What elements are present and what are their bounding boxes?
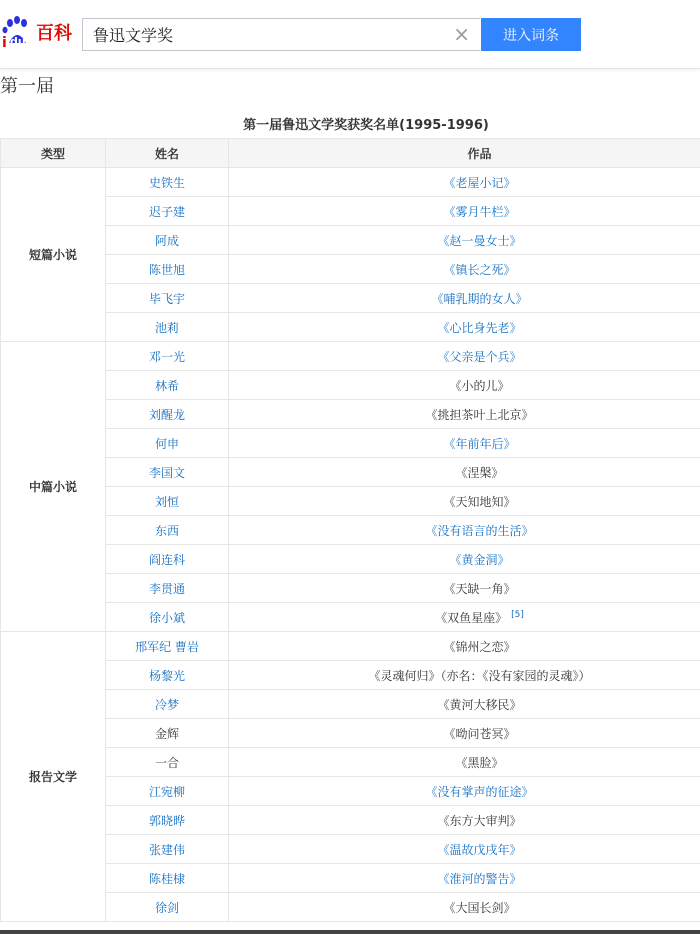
reference-mark[interactable]: [5] bbox=[511, 609, 524, 620]
author-cell bbox=[106, 545, 229, 574]
table-row bbox=[1, 429, 700, 458]
category-cell: 报告文学 bbox=[1, 632, 106, 922]
svg-text:i: i bbox=[2, 35, 7, 49]
search-input[interactable] bbox=[83, 19, 433, 50]
work-title[interactable]: 《淮河的警告》 bbox=[437, 871, 522, 886]
table-row bbox=[1, 835, 700, 864]
author-cell bbox=[106, 690, 229, 719]
work-title: 《灵魂何归》（亦名：《没有家园的灵魂》） bbox=[368, 668, 591, 683]
work-title[interactable]: 《没有掌声的征途》 bbox=[425, 784, 534, 799]
author-link[interactable]: 陈世旭 bbox=[148, 262, 185, 277]
bottom-edge bbox=[0, 930, 700, 934]
logo-text: 百科 bbox=[36, 23, 72, 44]
author-link[interactable]: 东西 bbox=[154, 523, 179, 538]
work-title: 《呦问苍冥》 bbox=[443, 726, 516, 741]
table-row bbox=[1, 864, 700, 893]
work-cell bbox=[229, 226, 700, 255]
work-cell bbox=[229, 719, 700, 748]
author-link[interactable]: 池莉 bbox=[154, 320, 179, 335]
work-title: 《挑担茶叶上北京》 bbox=[425, 407, 534, 422]
author-cell bbox=[106, 226, 229, 255]
table-row bbox=[1, 748, 700, 777]
section-title: 第一届 bbox=[0, 76, 54, 97]
work-title: 《黑脸》 bbox=[455, 755, 504, 770]
table-row bbox=[1, 661, 700, 690]
header-type: 类型 bbox=[1, 139, 106, 168]
work-title: 《黄河大移民》 bbox=[437, 697, 522, 712]
author-cell bbox=[106, 255, 229, 284]
author-link[interactable]: 张建伟 bbox=[148, 842, 185, 857]
work-title[interactable]: 《镇长之死》 bbox=[443, 262, 516, 277]
work-cell bbox=[229, 487, 700, 516]
author-cell bbox=[106, 197, 229, 226]
table-row bbox=[1, 255, 700, 284]
header-work: 作品 bbox=[229, 139, 700, 168]
author-cell bbox=[106, 864, 229, 893]
baidu-baike-logo[interactable] bbox=[0, 14, 72, 50]
author-link: 金辉 bbox=[154, 726, 179, 741]
author-link[interactable]: 刘恒 bbox=[154, 494, 179, 509]
work-title[interactable]: 《哺乳期的女人》 bbox=[431, 291, 528, 306]
author-link[interactable]: 杨黎光 bbox=[148, 668, 185, 683]
author-link[interactable]: 林希 bbox=[154, 378, 179, 393]
author-link[interactable]: 刘醒龙 bbox=[148, 407, 185, 422]
author-link[interactable]: 李贯通 bbox=[148, 581, 185, 596]
work-title[interactable]: 《黄金洞》 bbox=[449, 552, 510, 567]
author-link[interactable]: 郭晓晔 bbox=[148, 813, 185, 828]
table-row bbox=[1, 632, 700, 661]
table-row bbox=[1, 458, 700, 487]
author-cell bbox=[106, 603, 229, 632]
table-row bbox=[1, 313, 700, 342]
work-title: 《涅槃》 bbox=[455, 465, 504, 480]
table-row bbox=[1, 371, 700, 400]
table-row bbox=[1, 545, 700, 574]
author-link[interactable]: 陈桂棣 bbox=[148, 871, 185, 886]
work-cell bbox=[229, 574, 700, 603]
author-cell bbox=[106, 893, 229, 922]
author-cell bbox=[106, 516, 229, 545]
table-row bbox=[1, 777, 700, 806]
work-title[interactable]: 《赵一曼女士》 bbox=[437, 233, 522, 248]
category-cell: 短篇小说 bbox=[1, 168, 106, 342]
work-cell bbox=[229, 342, 700, 371]
author-cell bbox=[106, 400, 229, 429]
table-row bbox=[1, 168, 700, 197]
table-row bbox=[1, 806, 700, 835]
author-link[interactable]: 徐小斌 bbox=[148, 610, 185, 625]
work-cell bbox=[229, 284, 700, 313]
author-link[interactable]: 毕飞宇 bbox=[148, 291, 185, 306]
work-cell bbox=[229, 632, 700, 661]
work-cell bbox=[229, 777, 700, 806]
work-title: 《双鱼星座》 bbox=[435, 610, 508, 625]
work-cell bbox=[229, 835, 700, 864]
work-cell bbox=[229, 516, 700, 545]
work-title: 《天知地知》 bbox=[443, 494, 516, 509]
paw-logo-icon bbox=[0, 15, 34, 49]
work-cell bbox=[229, 661, 700, 690]
table-row bbox=[1, 197, 700, 226]
author-cell bbox=[106, 284, 229, 313]
awards-table bbox=[0, 138, 700, 922]
author-cell bbox=[106, 487, 229, 516]
work-cell bbox=[229, 197, 700, 226]
work-title[interactable]: 《老屋小记》 bbox=[443, 175, 516, 190]
work-title: 《大国长剑》 bbox=[443, 900, 516, 915]
author-cell bbox=[106, 574, 229, 603]
author-cell bbox=[106, 632, 229, 661]
work-title: 《东方大审判》 bbox=[437, 813, 522, 828]
author-link[interactable]: 阿成 bbox=[154, 233, 179, 248]
work-title: 《小的儿》 bbox=[449, 378, 510, 393]
author-cell bbox=[106, 342, 229, 371]
work-title[interactable]: 《温故戊戌年》 bbox=[437, 842, 522, 857]
author-link[interactable]: 阎连科 bbox=[148, 552, 185, 567]
author-cell bbox=[106, 835, 229, 864]
table-row bbox=[1, 342, 700, 371]
author-link[interactable]: 何申 bbox=[154, 436, 179, 451]
author-link[interactable]: 李国文 bbox=[148, 465, 185, 480]
work-title[interactable]: 《年前年后》 bbox=[443, 436, 516, 451]
author-link[interactable]: 江宛柳 bbox=[148, 784, 185, 799]
work-title[interactable]: 《父亲是个兵》 bbox=[437, 349, 522, 364]
work-title: 《天缺一角》 bbox=[443, 581, 516, 596]
table-row bbox=[1, 574, 700, 603]
enter-entry-button[interactable]: 进入词条 bbox=[481, 18, 581, 51]
clear-icon[interactable]: × bbox=[453, 22, 470, 46]
work-title[interactable]: 《雾月牛栏》 bbox=[443, 204, 516, 219]
author-link[interactable]: 邓一光 bbox=[148, 349, 185, 364]
work-title: 《锦州之恋》 bbox=[443, 639, 516, 654]
work-cell bbox=[229, 255, 700, 284]
work-cell bbox=[229, 748, 700, 777]
author-link[interactable]: 史铁生 bbox=[148, 175, 185, 190]
author-cell bbox=[106, 313, 229, 342]
author-link: 一合 bbox=[154, 755, 179, 770]
work-cell bbox=[229, 458, 700, 487]
table-row bbox=[1, 690, 700, 719]
work-cell bbox=[229, 806, 700, 835]
author-cell bbox=[106, 458, 229, 487]
search-box bbox=[82, 18, 480, 51]
work-cell bbox=[229, 429, 700, 458]
category-cell: 中篇小说 bbox=[1, 342, 106, 632]
table-row bbox=[1, 516, 700, 545]
work-cell bbox=[229, 313, 700, 342]
author-cell bbox=[106, 806, 229, 835]
work-cell bbox=[229, 371, 700, 400]
author-cell bbox=[106, 168, 229, 197]
table-row bbox=[1, 487, 700, 516]
header-name: 姓名 bbox=[106, 139, 229, 168]
author-cell bbox=[106, 719, 229, 748]
top-bar bbox=[0, 0, 700, 69]
author-cell bbox=[106, 371, 229, 400]
work-cell bbox=[229, 893, 700, 922]
work-cell bbox=[229, 690, 700, 719]
work-cell bbox=[229, 603, 700, 632]
svg-text:du: du bbox=[10, 35, 26, 48]
table-row bbox=[1, 719, 700, 748]
author-cell bbox=[106, 661, 229, 690]
work-cell bbox=[229, 400, 700, 429]
author-cell bbox=[106, 777, 229, 806]
work-title[interactable]: 《没有语言的生活》 bbox=[425, 523, 534, 538]
table-row bbox=[1, 400, 700, 429]
table-row bbox=[1, 284, 700, 313]
work-cell bbox=[229, 545, 700, 574]
work-cell bbox=[229, 864, 700, 893]
table-caption: 第一届鲁迅文学奖获奖名单(1995-1996) bbox=[243, 118, 489, 133]
author-link[interactable]: 迟子建 bbox=[148, 204, 185, 219]
table-header-row bbox=[1, 139, 700, 168]
table-row bbox=[1, 226, 700, 255]
work-cell bbox=[229, 168, 700, 197]
table-body bbox=[1, 168, 700, 922]
author-link[interactable]: 冷梦 bbox=[154, 697, 179, 712]
author-cell bbox=[106, 748, 229, 777]
author-link[interactable]: 邢军纪 曹岩 bbox=[135, 639, 199, 654]
table-row bbox=[1, 893, 700, 922]
work-title[interactable]: 《心比身先老》 bbox=[437, 320, 522, 335]
author-cell bbox=[106, 429, 229, 458]
table-row bbox=[1, 603, 700, 632]
author-link[interactable]: 徐剑 bbox=[154, 900, 179, 915]
